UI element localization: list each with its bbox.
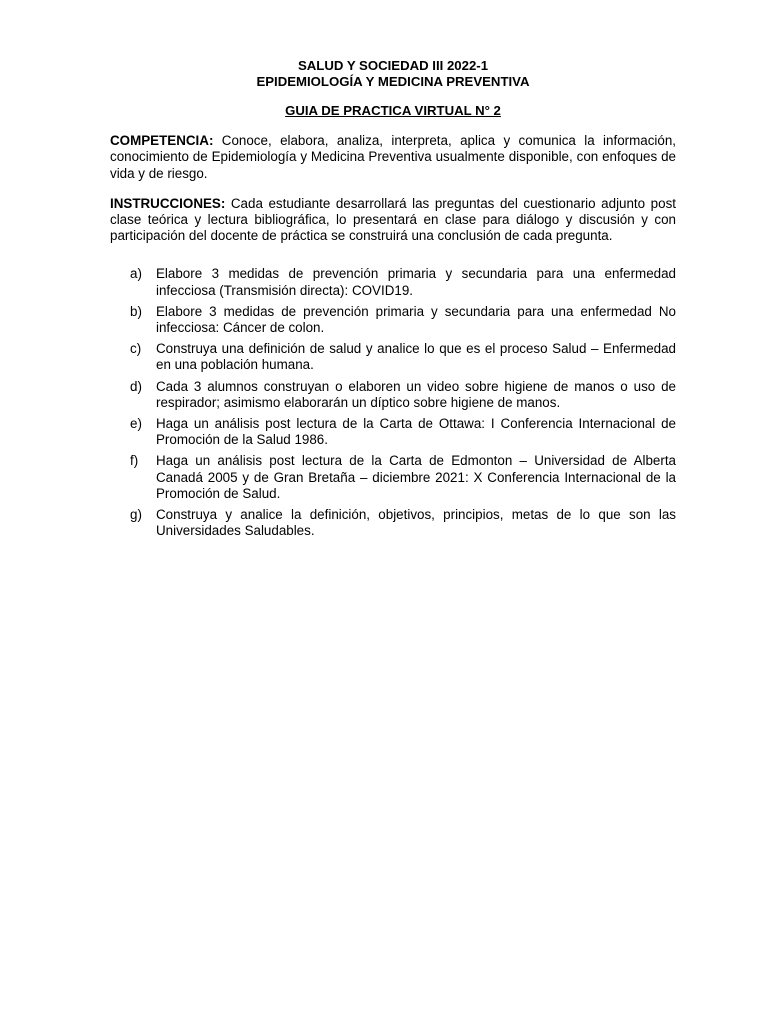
instrucciones-label: INSTRUCCIONES: bbox=[110, 195, 226, 211]
list-item bbox=[130, 379, 676, 411]
list-item-text: Construya y analice la definición, objetivos, principios, metas de lo que son las Universidades Saludables. bbox=[156, 507, 676, 539]
guide-title: GUIA DE PRACTICA VIRTUAL N° 2 bbox=[285, 103, 501, 118]
document-page bbox=[110, 58, 676, 544]
list-item-text: Haga un análisis post lectura de la Carta de Edmonton – Universidad de Alberta Canadá 2005 y de Gran Bretaña – diciembre 2021: X Conferencia Internacional de la Promoción de Salud. bbox=[156, 453, 676, 501]
list-item-text: Elabore 3 medidas de prevención primaria y secundaria para una enfermedad infecciosa (Transmisión directa): COVID19. bbox=[156, 266, 676, 298]
list-marker: a) bbox=[130, 266, 142, 282]
competencia-paragraph bbox=[110, 133, 676, 182]
list-marker: b) bbox=[130, 303, 142, 319]
list-item bbox=[130, 341, 676, 373]
list-item bbox=[130, 507, 676, 539]
list-item bbox=[130, 453, 676, 502]
list-item bbox=[130, 304, 676, 336]
list-marker: d) bbox=[130, 378, 142, 394]
list-marker: f) bbox=[130, 453, 139, 469]
competencia-label: COMPETENCIA: bbox=[110, 133, 214, 149]
list-item-text: Cada 3 alumnos construyan o elaboren un video sobre higiene de manos o uso de respirador; asimismo elaborarán un díptico sobre higiene de manos. bbox=[156, 378, 676, 410]
question-list bbox=[130, 266, 676, 539]
course-subtitle: EPIDEMIOLOGÍA Y MEDICINA PREVENTIVA bbox=[256, 73, 530, 89]
instrucciones-paragraph bbox=[110, 196, 676, 245]
list-item bbox=[130, 416, 676, 448]
instrucciones-text: Cada estudiante desarrollará las preguntas del cuestionario adjunto post clase teórica y lectura bibliográfica, lo presentará en clase para diálogo y discusión y con participación del docente de práctica se construirá una conclusión de cada pregunta. bbox=[110, 195, 676, 244]
list-marker: e) bbox=[130, 416, 142, 432]
list-item-text: Haga un análisis post lectura de la Carta de Ottawa: I Conferencia Internacional de Promoción de la Salud 1986. bbox=[156, 416, 676, 448]
list-item-text: Construya una definición de salud y analice lo que es el proceso Salud – Enfermedad en una población humana. bbox=[156, 341, 676, 373]
list-marker: g) bbox=[130, 507, 142, 523]
list-item bbox=[130, 266, 676, 298]
list-marker: c) bbox=[130, 341, 142, 357]
list-item-text: Elabore 3 medidas de prevención primaria y secundaria para una enfermedad No infecciosa: Cáncer de colon. bbox=[156, 303, 676, 336]
course-title: SALUD Y SOCIEDAD III 2022-1 bbox=[297, 58, 489, 73]
competencia-text: Conoce, elabora, analiza, interpreta, aplica y comunica la información, conocimiento de Epidemiología y Medicina Preventiva usualmente disponible, con enfoques de vida y de riesgo. bbox=[110, 133, 676, 181]
